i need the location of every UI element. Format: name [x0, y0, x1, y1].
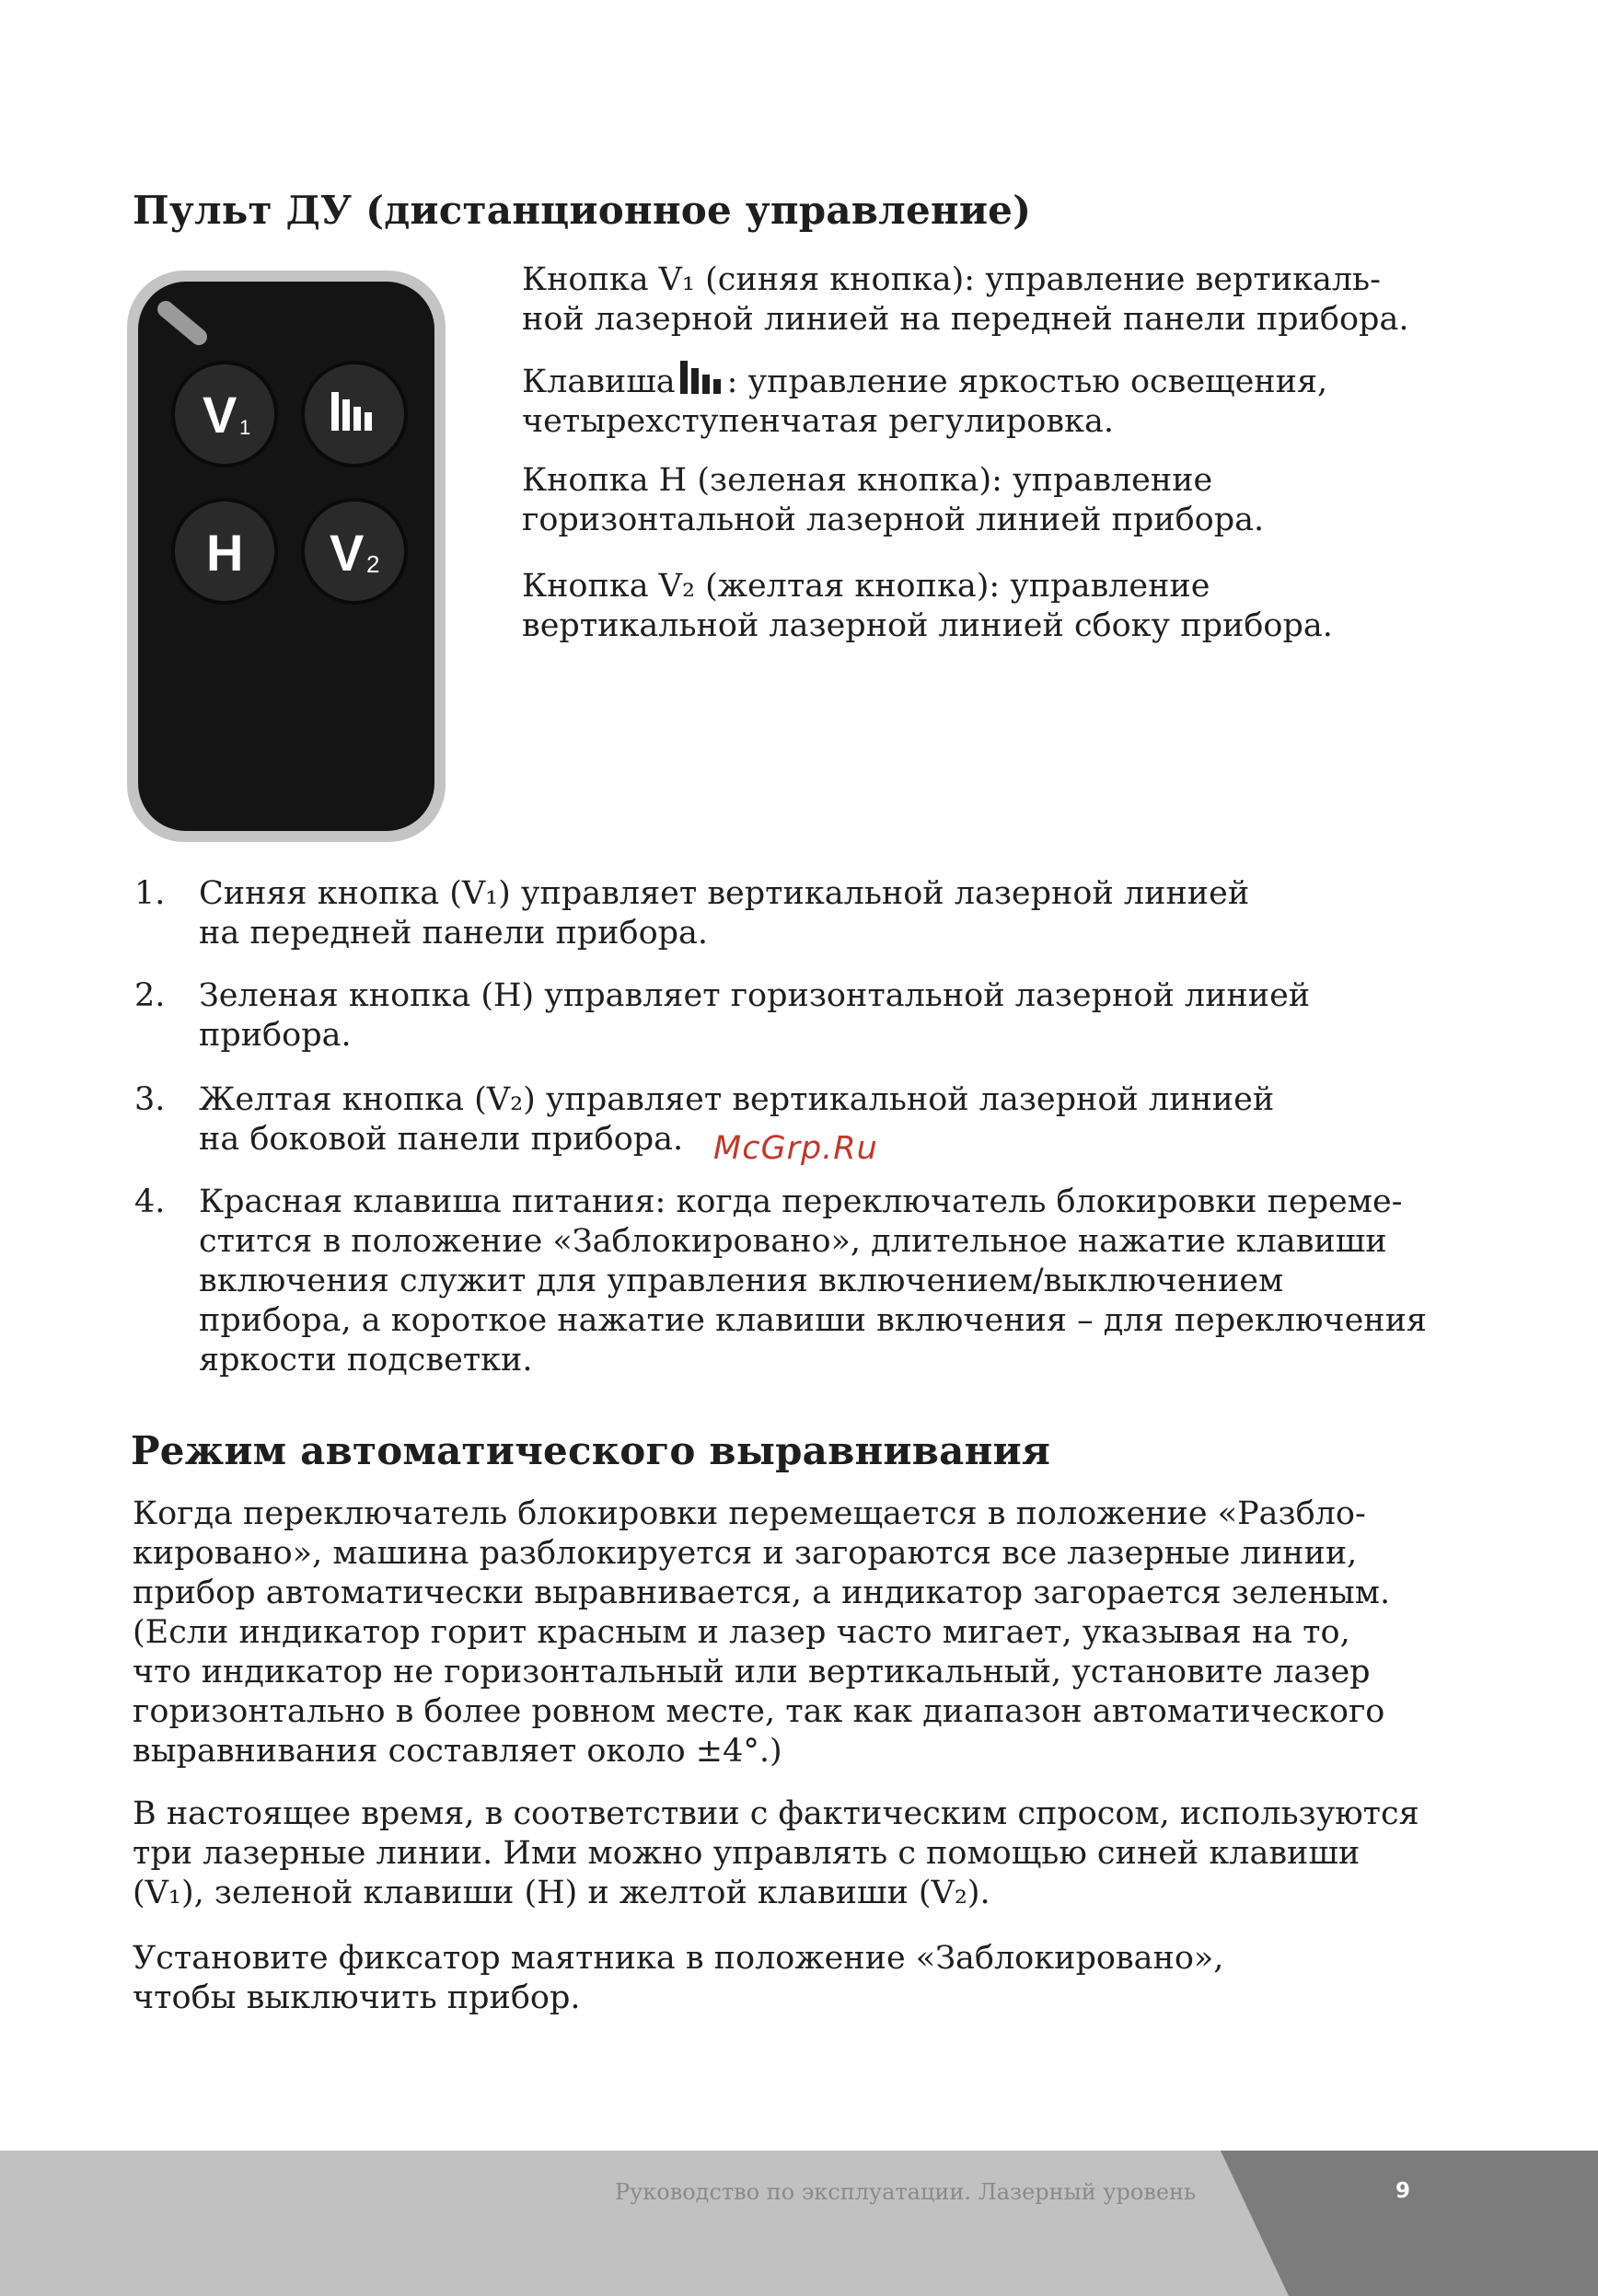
- paragraph-line: Установите фиксатор маятника в положение «Заблокировано»,: [133, 1940, 1224, 1977]
- list-line: прибора.: [199, 1017, 352, 1054]
- paragraph-line: кировано», машина разблокируется и загораются все лазерные линии,: [133, 1535, 1358, 1572]
- paragraph-line: (Если индикатор горит красным и лазер часто мигает, указывая на то,: [133, 1614, 1350, 1651]
- list-line: Зеленая кнопка (H) управляет горизонтальной лазерной линией: [199, 977, 1311, 1014]
- list-line: яркости подсветки.: [199, 1342, 533, 1379]
- list-number: 1.: [134, 875, 166, 912]
- description-line: Кнопка V₂ (желтая кнопка): управление: [522, 568, 1210, 605]
- description-line: четырехступенчатая регулировка.: [522, 403, 1114, 440]
- list-number: 3.: [134, 1081, 166, 1118]
- description-line: горизонтальной лазерной линией прибора.: [522, 502, 1265, 538]
- section-title-auto-leveling: Режим автоматического выравнивания: [131, 1428, 1051, 1473]
- svg-text:1: 1: [239, 416, 251, 439]
- svg-text:V: V: [203, 386, 237, 444]
- description-line: Кнопка V₁ (синяя кнопка): управление вертикаль-: [522, 261, 1381, 298]
- list-line: стится в положение «Заблокировано», длительное нажатие клавиши: [199, 1223, 1387, 1260]
- list-number: 4.: [134, 1183, 166, 1220]
- description-line: ной лазерной линией на передней панели прибора.: [522, 301, 1409, 338]
- paragraph-line: горизонтально в более ровном месте, так как диапазон автоматического: [133, 1693, 1385, 1730]
- description-brightness: [522, 361, 1327, 442]
- page-number: 9: [1395, 2179, 1411, 2203]
- paragraph-auto-leveling: [133, 1494, 1390, 1771]
- watermark: McGrp.Ru: [713, 1130, 878, 1167]
- list-number: 2.: [134, 977, 166, 1014]
- list-line: на боковой панели прибора.: [199, 1121, 684, 1158]
- svg-text:2: 2: [366, 550, 380, 578]
- paragraph-line: прибор автоматически выравнивается, а индикатор загорается зеленым.: [133, 1575, 1391, 1611]
- remote-h-button: [173, 500, 276, 603]
- paragraph-line: три лазерные линии. Ими можно управлять с помощью синей клавиши: [133, 1835, 1361, 1872]
- remote-v2-button: [303, 500, 406, 603]
- description-v1: [522, 260, 1408, 340]
- description-line: вертикальной лазерной линией сбоку прибора.: [522, 607, 1333, 644]
- list-line: Желтая кнопка (V₂) управляет вертикальной лазерной линией: [199, 1081, 1275, 1118]
- paragraph-line: (V₁), зеленой клавиши (H) и желтой клавиши (V₂).: [133, 1875, 990, 1911]
- list-line: прибора, а короткое нажатие клавиши включения – для переключения: [199, 1302, 1428, 1339]
- paragraph-pendulum-lock: [133, 1939, 1223, 2018]
- description-line: Кнопка H (зеленая кнопка): управление: [522, 462, 1213, 499]
- list-line: Красная клавиша питания: когда переключатель блокировки переме-: [199, 1183, 1403, 1220]
- paragraph-laser-lines: [133, 1794, 1419, 1913]
- description-v2: [522, 567, 1333, 646]
- description-h: [522, 461, 1264, 540]
- svg-text:H: H: [206, 524, 244, 582]
- description-line: Клавиша : управление яркостью освещения,: [522, 361, 1327, 402]
- paragraph-line: Когда переключатель блокировки перемещается в положение «Разбло-: [133, 1495, 1366, 1532]
- svg-text:V: V: [330, 524, 365, 582]
- remote-brightness-button: [303, 363, 406, 466]
- paragraph-line: чтобы выключить прибор.: [133, 1979, 581, 2016]
- section-title-remote: Пульт ДУ (дистанционное управление): [133, 188, 1032, 233]
- footer-title: Руководство по эксплуатации. Лазерный уровень: [615, 2179, 1197, 2205]
- remote-v1-button: [173, 363, 276, 466]
- paragraph-line: что индикатор не горизонтальный или вертикальный, установите лазер: [133, 1654, 1371, 1690]
- remote-control-image: [125, 269, 447, 848]
- list-line: Синяя кнопка (V₁) управляет вертикальной лазерной линией: [199, 875, 1250, 912]
- list-line: включения служит для управления включением/выключением: [199, 1263, 1284, 1299]
- paragraph-line: В настоящее время, в соответствии с фактическим спросом, используются: [133, 1795, 1419, 1832]
- list-line: на передней панели прибора.: [199, 915, 709, 952]
- brightness-bars-icon: [679, 361, 724, 394]
- paragraph-line: выравнивания составляет около ±4°.): [133, 1733, 782, 1770]
- footer-band: [0, 2151, 1598, 2296]
